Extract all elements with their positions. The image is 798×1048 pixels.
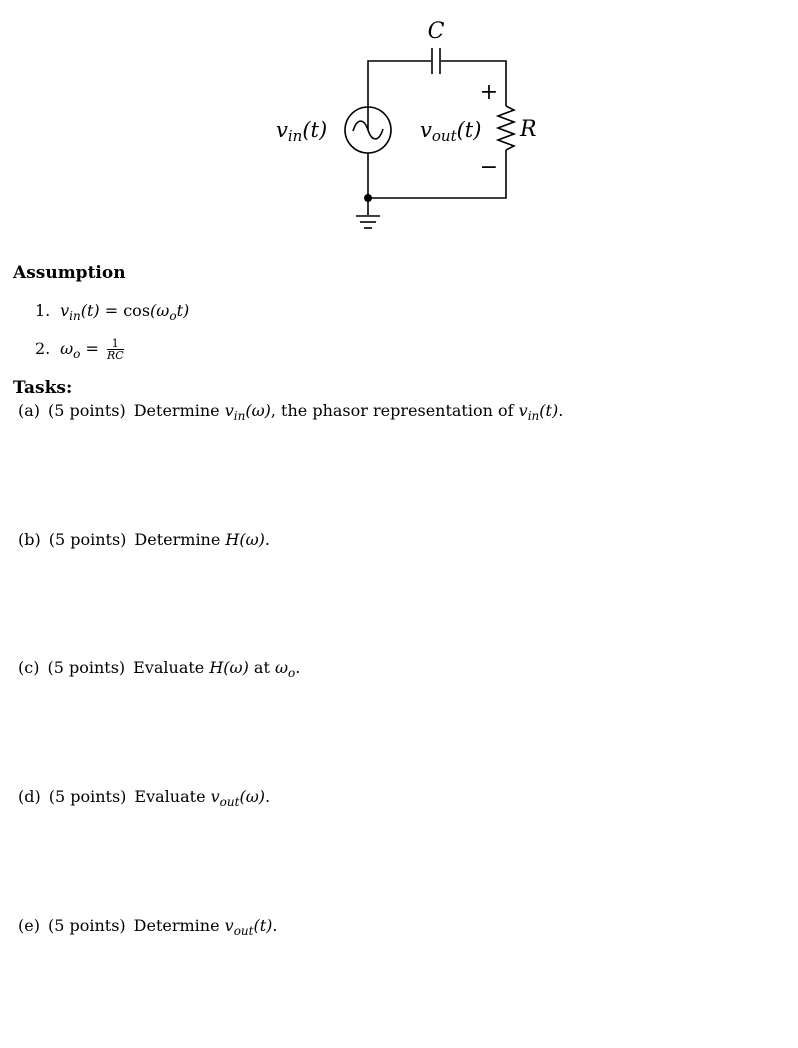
task-label: (d) [18, 787, 41, 806]
task-e: (e) (5 points) Determine $v_{out}(t)$. [18, 916, 278, 938]
rc-circuit-diagram [0, 0, 798, 250]
task-d: (d) (5 points) Evaluate $v_{out}(\omega)$. [18, 787, 271, 809]
source-label: vin(t) [276, 118, 328, 145]
resistor-zigzag [498, 106, 514, 150]
task-c: (c) (5 points) Evaluate H(ω) at $\omega_o$. [18, 658, 301, 680]
resistor-label: R [520, 117, 537, 142]
task-points: (5 points) [47, 658, 126, 677]
tasks-heading: Tasks: [13, 378, 73, 398]
task-points: (5 points) [48, 530, 127, 549]
task-points: (5 points) [47, 916, 126, 935]
task-label: (b) [18, 530, 41, 549]
junction-dot [364, 194, 372, 202]
assumption-item-number: 2. [35, 339, 51, 358]
capacitor-label: C [427, 19, 445, 44]
assumption-item-2: 2. $\omega_o$ = $\frac{1}{RC}$ [35, 337, 124, 362]
task-label: (c) [18, 658, 40, 677]
task-points: (5 points) [48, 787, 127, 806]
task-points: (5 points) [48, 401, 126, 420]
output-voltage-label: vout(t) [420, 118, 482, 145]
assumption-item-1: 1. $v_{in}(t) = \cos(\omega_ot)$ [35, 301, 190, 323]
task-label: (a) [18, 401, 41, 420]
plus-sign: + [479, 80, 499, 105]
task-b: (b) (5 points) Determine H(ω). [18, 530, 270, 549]
assumption-heading: Assumption [13, 263, 126, 283]
fraction-one-over-rc: $\frac{1}{RC}$ [106, 337, 124, 362]
task-label: (e) [18, 916, 40, 935]
minus-sign: − [479, 155, 499, 180]
assumption-item-number: 1. [35, 301, 51, 320]
task-a: (a) (5 points) Determine $v_{in}(\omega)$, the phasor representation of $v_{in}(t)$. [18, 401, 564, 423]
